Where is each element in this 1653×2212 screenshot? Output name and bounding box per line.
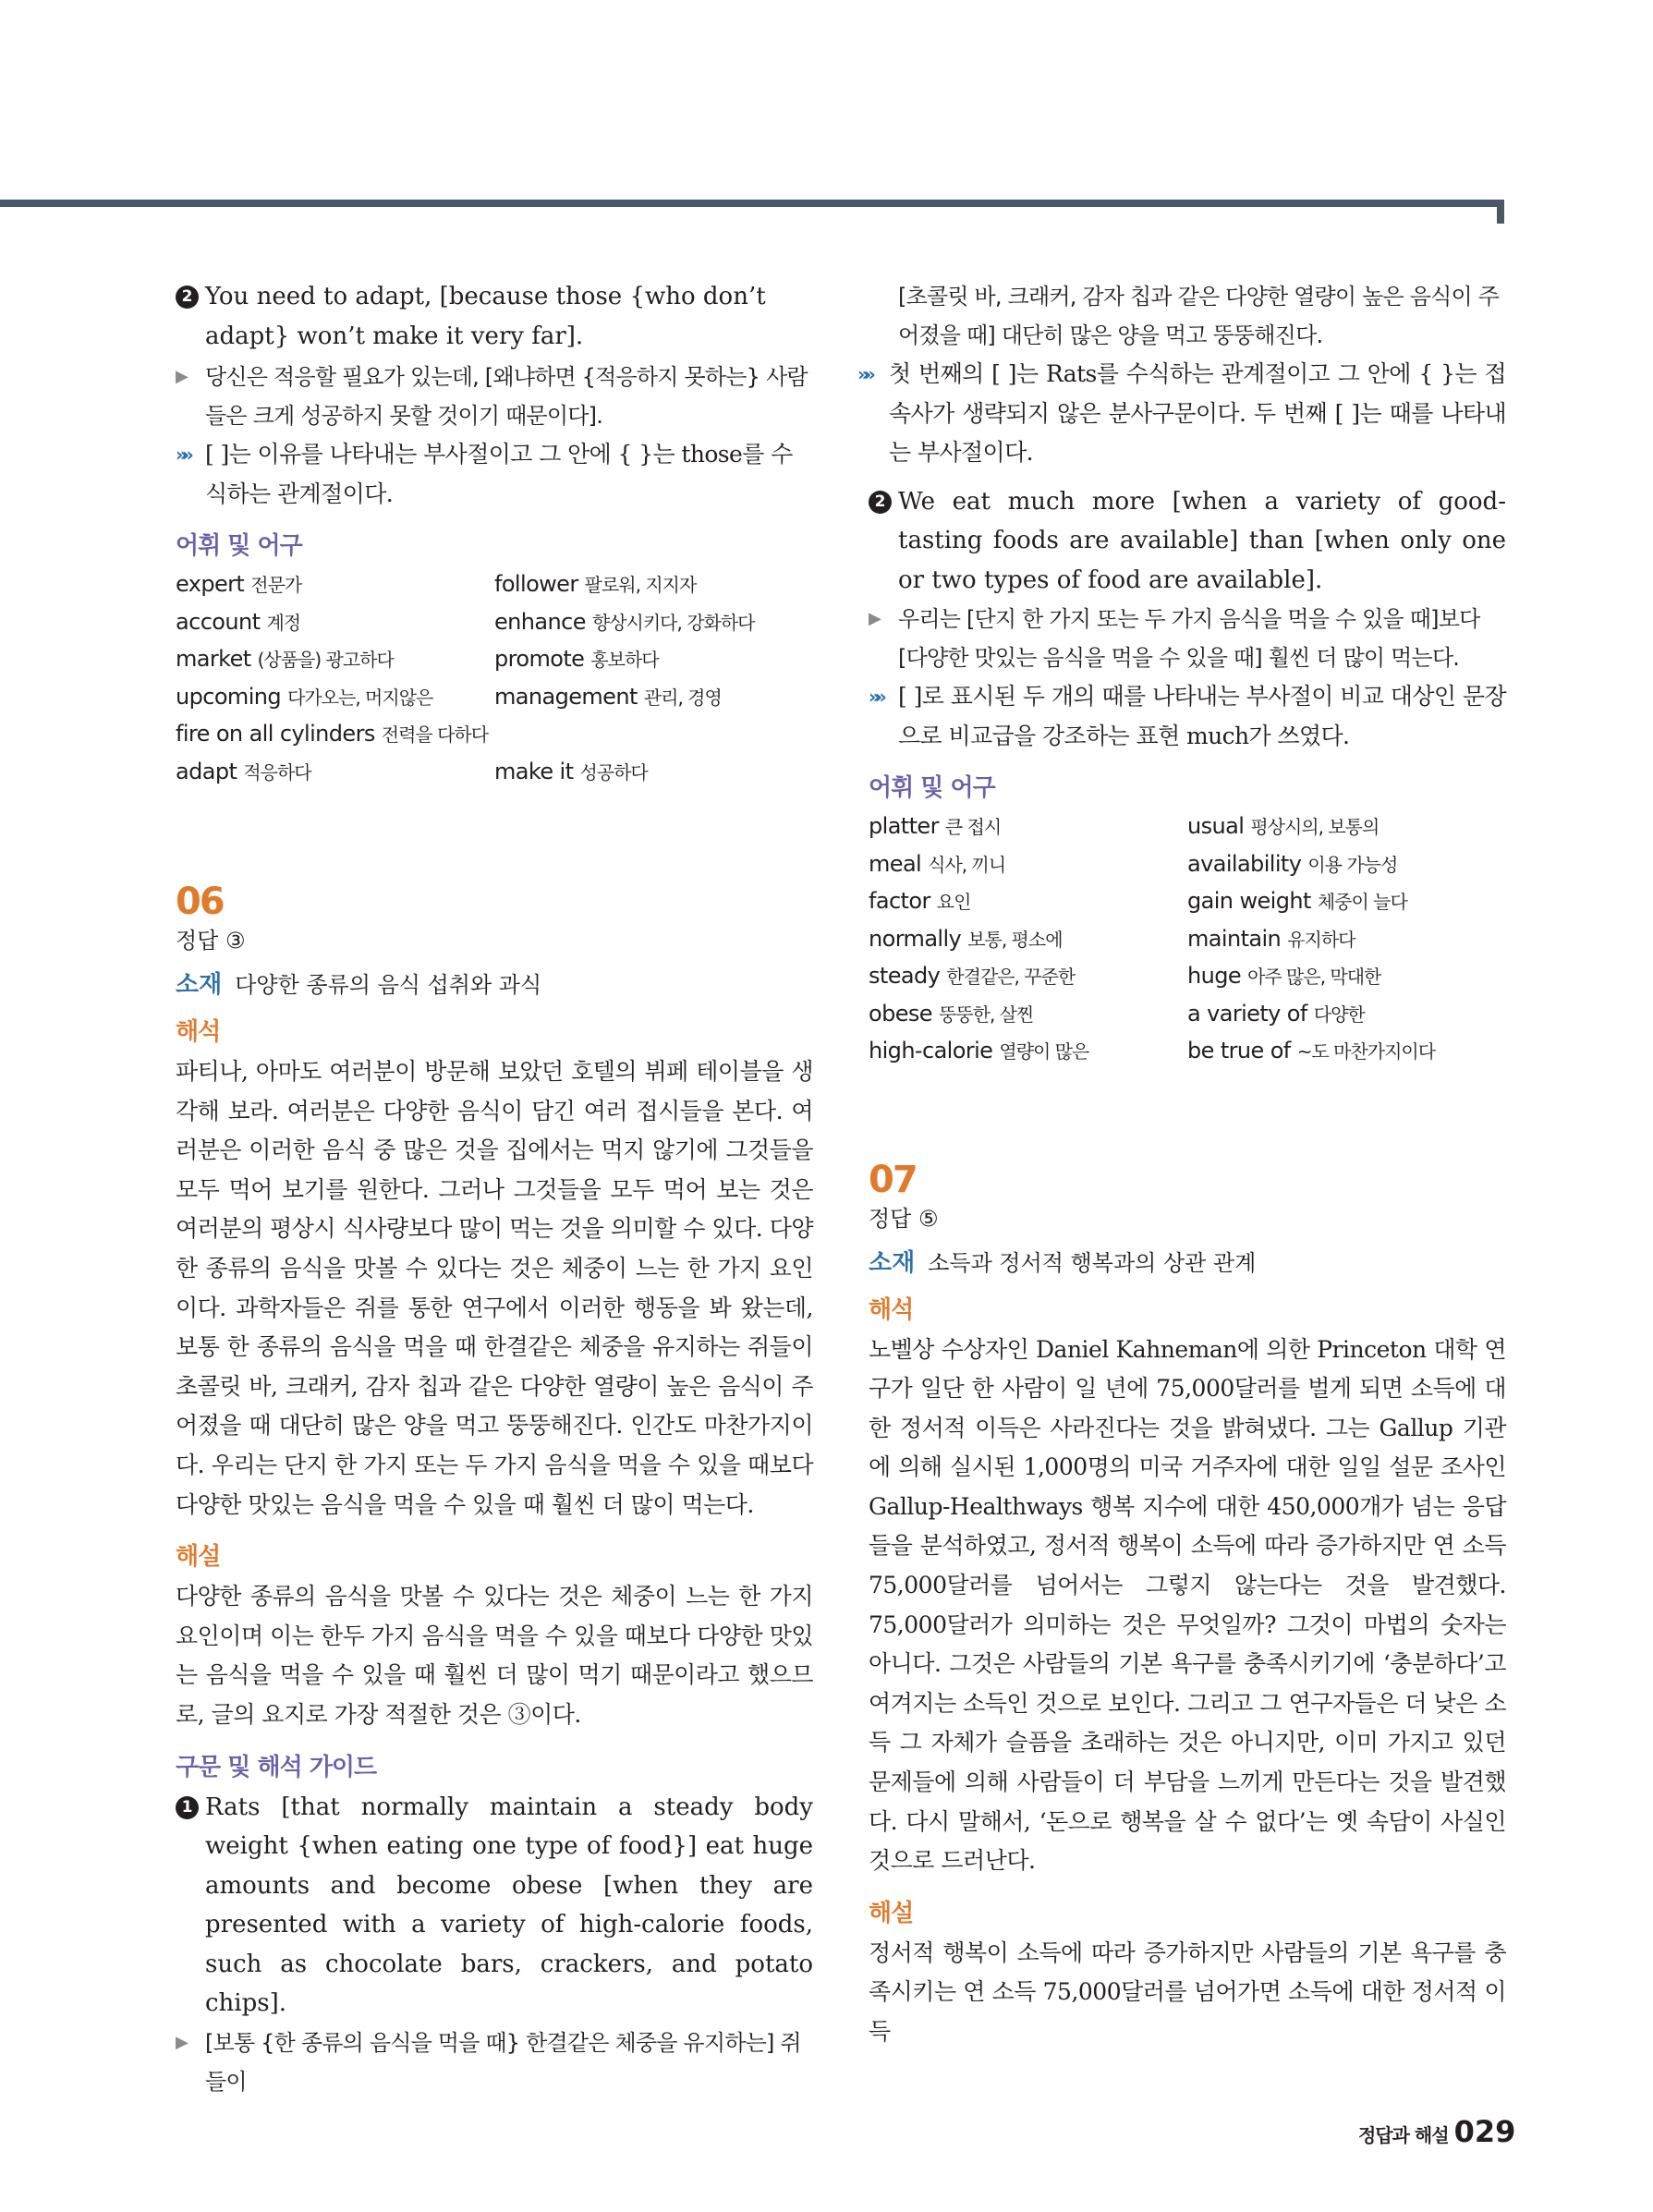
vocab-item: factor 요인 [869, 888, 971, 914]
vocab-item: normally 보통, 평소에 [869, 925, 1063, 952]
vocab-item: availability 이용 가능성 [1187, 850, 1398, 877]
interpretation-title: 해석 [176, 1018, 221, 1046]
interpretation-text: 노벨상 수상자인 Daniel Kahneman에 의한 Princeton 대학 연구가 일단 한 사람이 일 년에 75,000달러를 벌게 되면 소득에 대한 정서적 이득은 사라진다는 것을 밝혀냈다. 그는 Gallup 기관에 의해 실시된 1,000명의 미국 거주자에 대한 일일 설문 조사인 Gallup-Healthways 행복 지수에 대한 450,000개가 넘는 응답들을 분석하였고, 정서적 행복이 소득에 따라 증가하지만 연 소득 75,000달러를 넘어서는 그렇지 않는다는 것을 발견했다. 75,000달러가 의미하는 것은 무엇일까? 그것이 마법의 숫자는 아니다. 그것은 사람들의 기본 욕구를 충족시키기에 ‘충분하다’고 여겨지는 소득인 것으로 보인다. 그리고 그 연구자들은 더 낮은 소득 그 자체가 슬픔을 초래하는 것은 아니지만, 이미 가지고 있던 문제들에 의해 사람들이 더 부담을 느끼게 만든다는 것을 발견했다. 다시 말해서, ‘돈으로 행복을 살 수 없다’는 옛 속담이 사실인 것으로 드러난다. [869, 1335, 1506, 1875]
vocab-item: maintain 유지하다 [1187, 925, 1355, 952]
question-number: 06 [176, 881, 224, 923]
vocab-item: upcoming 다가오는, 머지않은 [176, 683, 433, 710]
circled-2-icon: 2 [869, 491, 892, 514]
circled-2-icon: 2 [176, 286, 199, 309]
double-chevron-icon: »» [176, 444, 188, 466]
explanation-title: 해설 [869, 1899, 914, 1927]
left-sentence-2-ko: ▶ 당신은 적응할 필요가 있는데, [왜냐하면 {적응하지 못하는} 사람들은 크게 성공하지 못할 것이기 때문이다]. [176, 358, 813, 435]
page-footer [1358, 2114, 1515, 2149]
double-chevron-icon: »» [869, 686, 881, 708]
vocab-item: promote 홍보하다 [494, 646, 659, 672]
right-vocab-list [869, 808, 1506, 1071]
right-sentence-2-note: »» [ ]로 표시된 두 개의 때를 나타내는 부사절이 비교 대상인 문장으로 비교급을 강조하는 표현 much가 쓰였다. [869, 677, 1506, 756]
vocab-item: make it 성공하다 [494, 758, 648, 784]
vocab-item: obese 뚱뚱한, 살찐 [869, 1000, 1034, 1027]
answer-line: 정답 ③ [176, 928, 246, 954]
guide-sentence-1-ko: ▶ [보통 {한 종류의 음식을 먹을 때} 한결같은 체중을 유지하는] 쥐들이 [176, 2024, 813, 2101]
answer-line: 정답 ⑤ [869, 1205, 939, 1232]
topic-label: 소재 [176, 971, 223, 999]
vocab-item: account 계정 [176, 608, 301, 635]
guide-sentence-1-en: 1 Rats [that normally maintain a steady body weight {when eating one type of food}] eat huge amounts and become obese [when they are presented with a variety of high-calorie foods, such as chocolate bars, crackers, and potato chips]. [176, 1788, 813, 2024]
vocab-item: fire on all cylinders 전력을 다하다 [176, 721, 489, 747]
explanation-text: 정서적 행복이 소득에 따라 증가하지만 사람들의 기본 욕구를 충족시키는 연 소득 75,000달러를 넘어가면 소득에 대한 정서적 이득 [869, 1939, 1506, 2045]
page-number: 029 [1453, 2114, 1516, 2149]
vocab-item: expert 전문가 [176, 571, 302, 597]
vocab-item: management 관리, 경영 [494, 683, 722, 710]
triangle-bullet-icon: ▶ [176, 367, 188, 386]
left-vocab-list [176, 566, 813, 791]
vocab-item: high-calorie 열량이 많은 [869, 1038, 1089, 1063]
interpretation-text: 파티나, 아마도 여러분이 방문해 보았던 호텔의 뷔페 테이블을 생각해 보라. 여러분은 다양한 음식이 담긴 여러 접시들을 본다. 여러분은 이러한 음식 중 많은 것을 집에서는 먹지 않기에 그것들을 모두 먹어 보기를 원한다. 그러나 그것들을 모두 먹어 보는 것은 여러분의 평상시 식사량보다 많이 먹는 것을 의미할 수 있다. 다양한 종류의 음식을 맛볼 수 있다는 것은 체중이 느는 한 가지 요인이다. 과학자들은 쥐를 통한 연구에서 이러한 행동을 봐 왔는데, 보통 한 종류의 음식을 먹을 때 한결같은 체중을 유지하는 쥐들이 초콜릿 바, 크래커, 감자 칩과 같은 다양한 열량이 높은 음식이 주어졌을 때 대단히 많은 양을 먹고 뚱뚱해진다. 인간도 마찬가지이다. 우리는 단지 한 가지 또는 두 가지 음식을 먹을 수 있을 때보다 다양한 맛있는 음식을 먹을 수 있을 때 훨씬 더 많이 먹는다. [176, 1058, 813, 1518]
left-sentence-2-en: 2 You need to adapt, [because those {who don’t adapt} won’t make it very far]. [176, 277, 813, 356]
double-chevron-icon: »» [857, 363, 870, 385]
circled-1-icon: 1 [176, 1796, 199, 1819]
header-rule-tick [1497, 200, 1504, 224]
triangle-bullet-icon: ▶ [869, 609, 881, 628]
left-sentence-2-note: »» [ ]는 이유를 나타내는 부사절이고 그 안에 { }는 those를 수식하는 관계절이다. [176, 435, 813, 514]
vocab-item: follower 팔로워, 지지자 [494, 571, 697, 597]
explanation-title: 해설 [176, 1543, 221, 1572]
vocab-item: adapt 적응하다 [176, 758, 311, 784]
vocab-item: be true of ~도 마찬가지이다 [1187, 1038, 1436, 1063]
footer-label: 정답과 해설 [1358, 2124, 1449, 2146]
vocab-item: a variety of 다양한 [1187, 1000, 1365, 1027]
left-vocab-title: 어휘 및 어구 [176, 532, 302, 560]
vocab-item: gain weight 체중이 늘다 [1187, 888, 1407, 914]
guide-title: 구문 및 해석 가이드 [176, 1753, 377, 1781]
topic-line [176, 965, 813, 1005]
right-sentence-1-note: »» 첫 번째의 [ ]는 Rats를 수식하는 관계절이고 그 안에 { }는 접속사가 생략되지 않은 분사구문이다. 두 번째 [ ]는 때를 나타내는 부사절이다. [869, 355, 1506, 473]
right-vocab-title: 어휘 및 어구 [869, 774, 995, 802]
right-column [857, 277, 1506, 2052]
triangle-bullet-icon: ▶ [176, 2032, 188, 2052]
vocab-item: usual 평상시의, 보통의 [1187, 813, 1380, 839]
vocab-item: market (상품을) 광고하다 [176, 646, 394, 672]
right-sentence-1-ko-cont: [초콜릿 바, 크래커, 감자 칩과 같은 다양한 열량이 높은 음식이 주어졌을 때] 대단히 많은 양을 먹고 뚱뚱해진다. [898, 284, 1500, 348]
topic-label: 소재 [869, 1248, 916, 1277]
vocab-item: huge 아주 많은, 막대한 [1187, 963, 1381, 989]
topic-line [869, 1243, 1506, 1283]
question-number: 07 [869, 1158, 917, 1201]
vocab-item: steady 한결같은, 꾸준한 [869, 963, 1076, 989]
vocab-item: enhance 향상시키다, 강화하다 [494, 608, 755, 635]
vocab-item: meal 식사, 끼니 [869, 850, 1006, 877]
right-sentence-2-ko: ▶ 우리는 [단지 한 가지 또는 두 가지 음식을 먹을 수 있을 때]보다 [다양한 맛있는 음식을 먹을 수 있을 때] 훨씬 더 많이 먹는다. [869, 600, 1506, 677]
interpretation-title: 해석 [869, 1295, 914, 1324]
explanation-text: 다양한 종류의 음식을 맛볼 수 있다는 것은 체중이 느는 한 가지 요인이며 이는 한두 가지 음식을 먹을 수 있을 때보다 다양한 맛있는 음식을 먹을 수 있을 때 훨씬 더 많이 먹기 때문이라고 했으므로, 글의 요지로 가장 적절한 것은 ③이다. [176, 1583, 813, 1728]
left-column [176, 277, 813, 2101]
right-sentence-2-en: 2 We eat much more [when a variety of good-tasting foods are available] than [when only one or two types of food are available]. [869, 482, 1506, 601]
header-rule [0, 200, 1504, 207]
topic-text: 다양한 종류의 음식 섭취와 과식 [235, 972, 542, 998]
topic-text: 소득과 정서적 행복과의 상관 관계 [928, 1249, 1257, 1276]
vocab-item: platter 큰 접시 [869, 813, 1002, 839]
